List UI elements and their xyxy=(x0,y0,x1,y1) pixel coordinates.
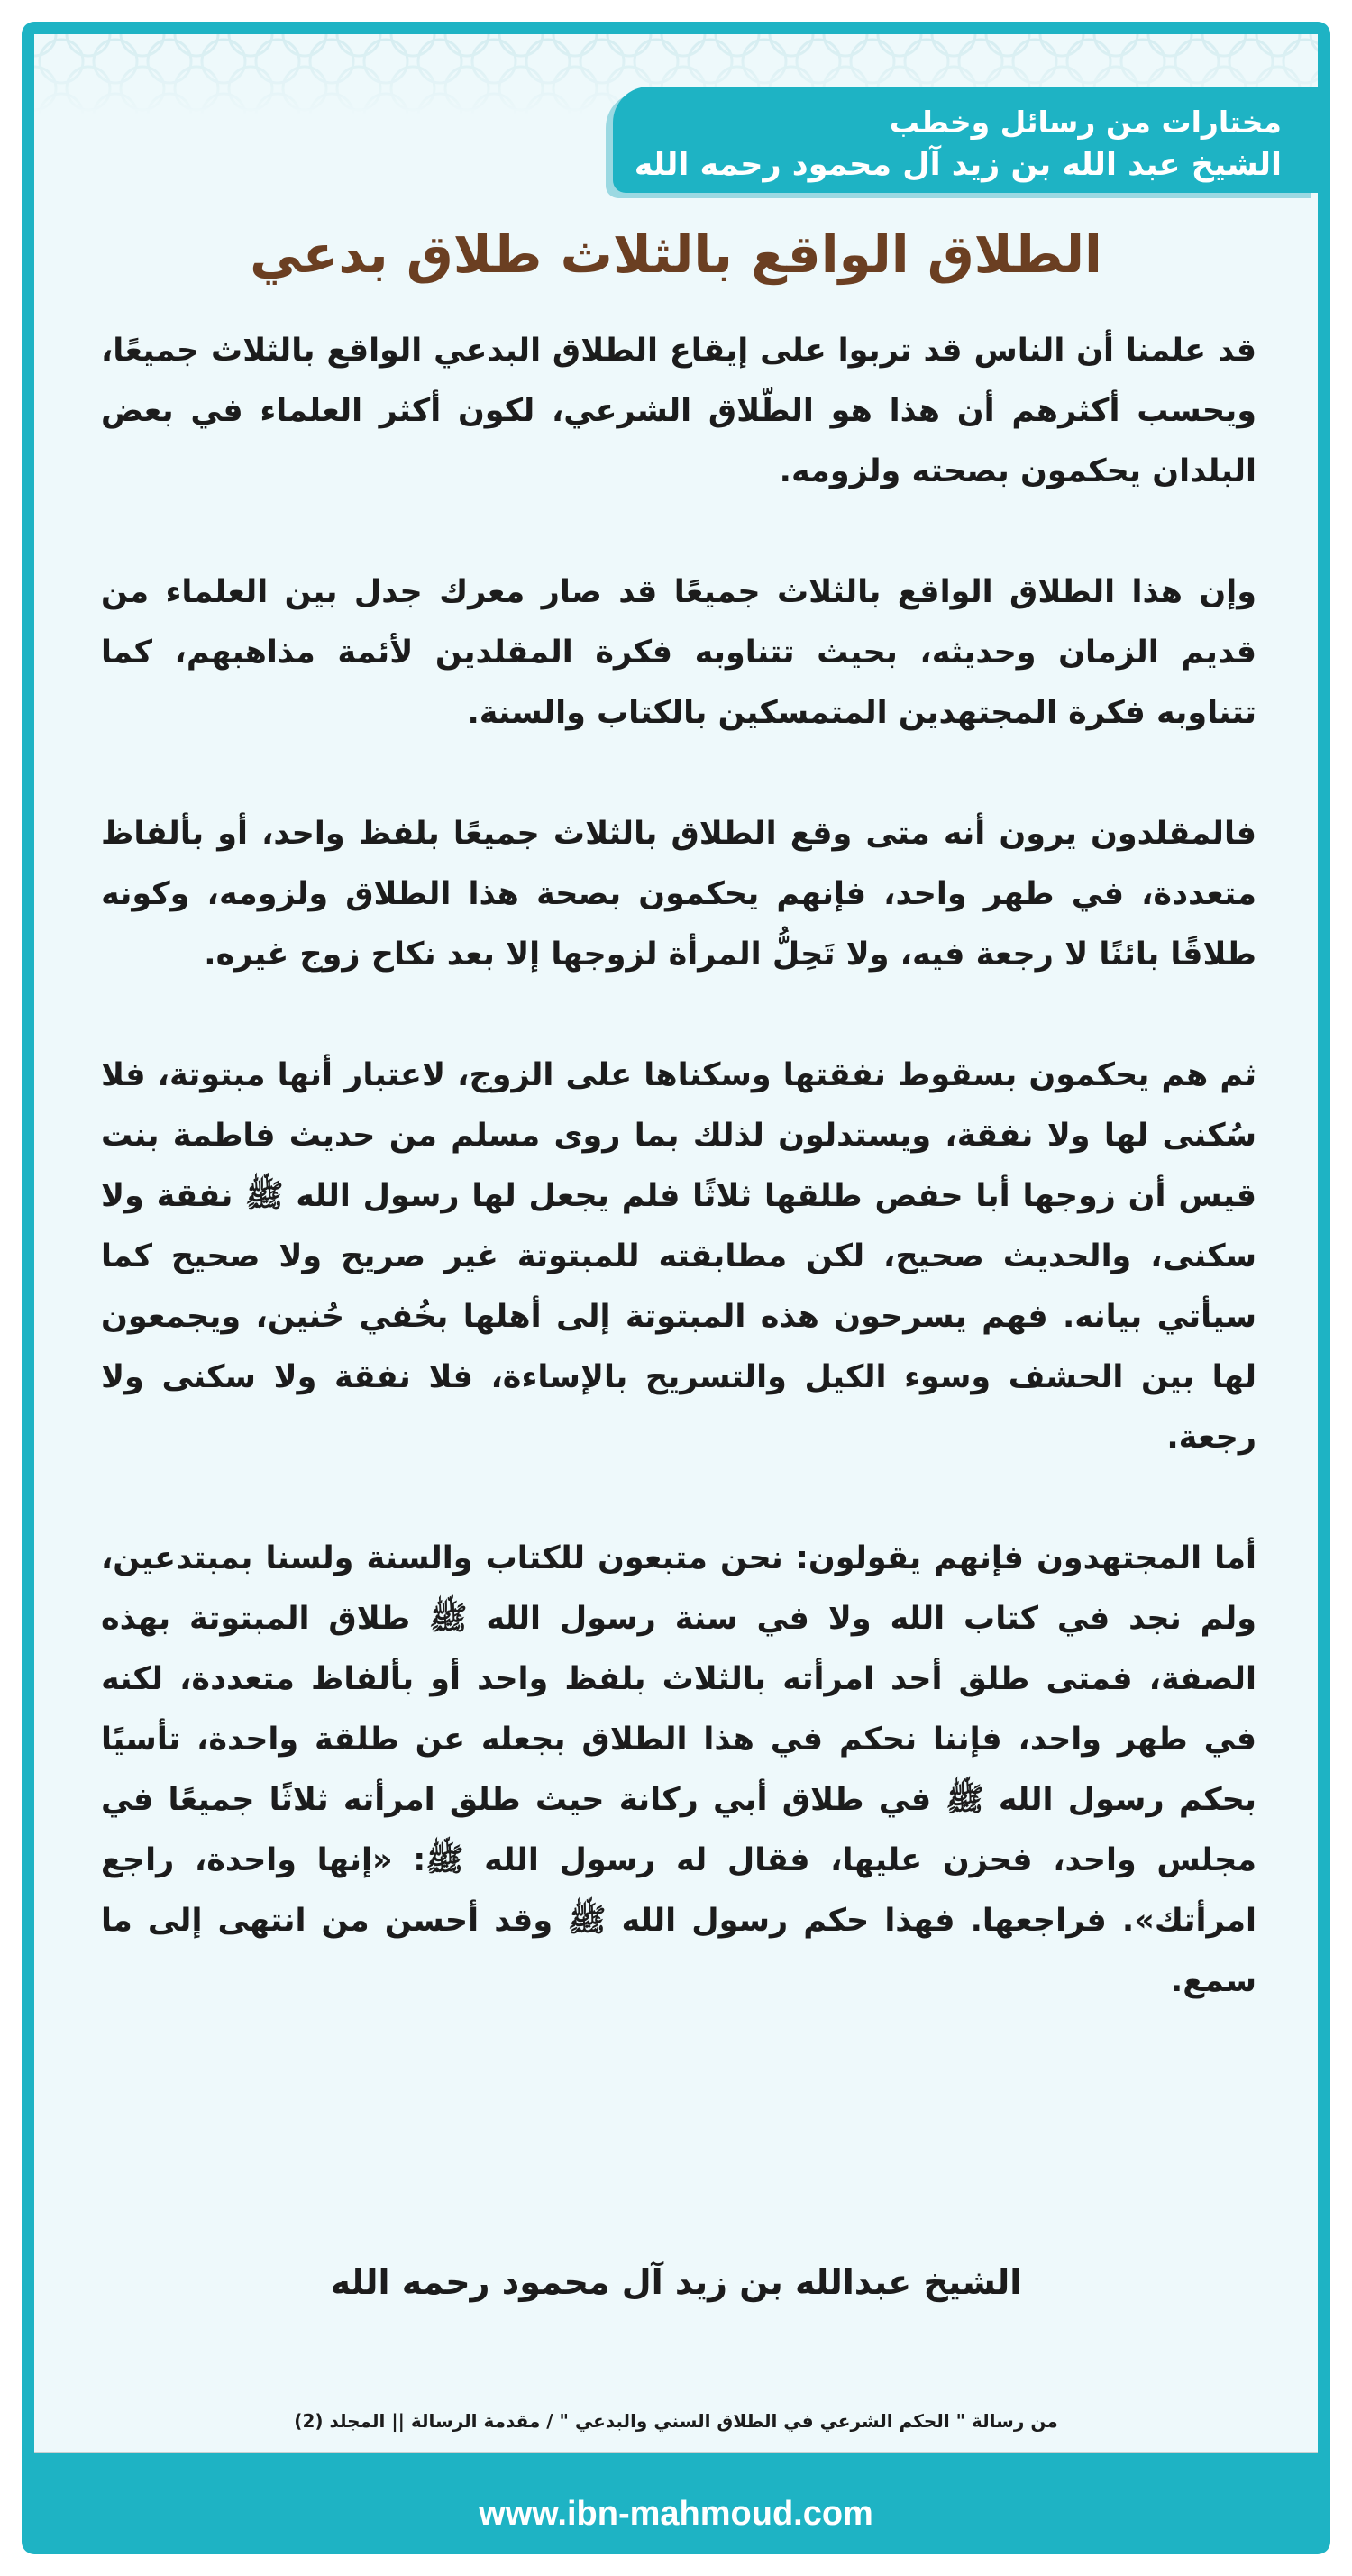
source-citation: من رسالة " الحكم الشرعي في الطلاق السني والبدعي " / مقدمة الرسالة || المجلد (2) xyxy=(294,2410,1058,2432)
paragraph: فالمقلدون يرون أنه متى وقع الطلاق بالثلاث جميعًا بلفظ واحد، أو بألفاظ متعددة، في طهر واحد، فإنهم يحكمون بصحة هذا الطلاق ولزومه، وكونه طلاقًا بائنًا لا رجعة فيه، ولا تَحِلُّ المرأة لزوجها إلا بعد نكاح زوج غيره. xyxy=(101,816,1256,973)
header-author-name: الشيخ عبد الله بن زيد آل محمود رحمه الله xyxy=(634,147,1282,183)
paragraph: قد علمنا أن الناس قد تربوا على إيقاع الطلاق البدعي الواقع بالثلاث جميعًا، ويحسب أكثرهم أن هذا هو الطّلاق الشرعي، لكون أكثر العلماء في بعض البلدان يحكمون بصحته ولزومه. xyxy=(101,333,1256,489)
paragraph: ثم هم يحكمون بسقوط نفقتها وسكناها على الزوج، لاعتبار أنها مبتوتة، فلا سُكنى لها ولا نفقة، ويستدلون لذلك بما روى مسلم من حديث فاطمة بنت قيس أن زوجها أبا حفص طلقها ثلاثًا فلم يجعل لها رسول الله ﷺ نفقة ولا سكنى، والحديث صحيح، لكن مطابقته للمبتوتة غير صريح ولا صحيح كما سيأتي بيانه. فهم يسرحون هذه المبتوتة إلى أهلها بخُفي حُنين، ويجمعون لها بين الحشف وسوء الكيل والتسريح بالإساءة، فلا نفقة ولا سكنى ولا رجعة. xyxy=(101,1057,1256,1456)
content-panel xyxy=(34,34,1318,2453)
paragraph: أما المجتهدون فإنهم يقولون: نحن متبعون للكتاب والسنة ولسنا بمبتدعين، ولم نجد في كتاب الله ولا في سنة رسول الله ﷺ طلاق المبتوتة بهذه الصفة، فمتى طلق أحد امرأته بالثلاث بلفظ واحد أو بألفاظ متعددة، لكنه في طهر واحد، فإننا نحكم في هذا الطلاق بجعله عن طلقة واحدة، تأسيًا بحكم رسول الله ﷺ في طلاق أبي ركانة حيث طلق امرأته ثلاثًا جميعًا في مجلس واحد، فحزن عليها، فقال له رسول الله ﷺ: «إنها واحدة، راجع امرأتك». فراجعها. فهذا حكم رسول الله ﷺ وقد أحسن من انتهى إلى ما سمع. xyxy=(101,1540,1256,1999)
article-title: الطلاق الواقع بالثلاث طلاق بدعي xyxy=(250,224,1102,285)
paragraph: وإن هذا الطلاق الواقع بالثلاث جميعًا قد صار معرك جدل بين العلماء من قديم الزمان وحديثه، بحيث تتناوبه فكرة المقلدين لأئمة مذاهبهم، كما تتناوبه فكرة المجتهدين المتمسكين بالكتاب والسنة. xyxy=(101,574,1256,731)
divider xyxy=(34,2452,1318,2453)
header-collection-title: مختارات من رسائل وخطب xyxy=(889,105,1282,140)
article-body xyxy=(101,321,1256,2072)
website-link[interactable]: www.ibn-mahmoud.com xyxy=(479,2495,873,2533)
author-signature: الشيخ عبدالله بن زيد آل محمود رحمه الله xyxy=(330,2262,1022,2302)
header-banner xyxy=(613,87,1318,193)
page-frame xyxy=(22,22,1330,2554)
